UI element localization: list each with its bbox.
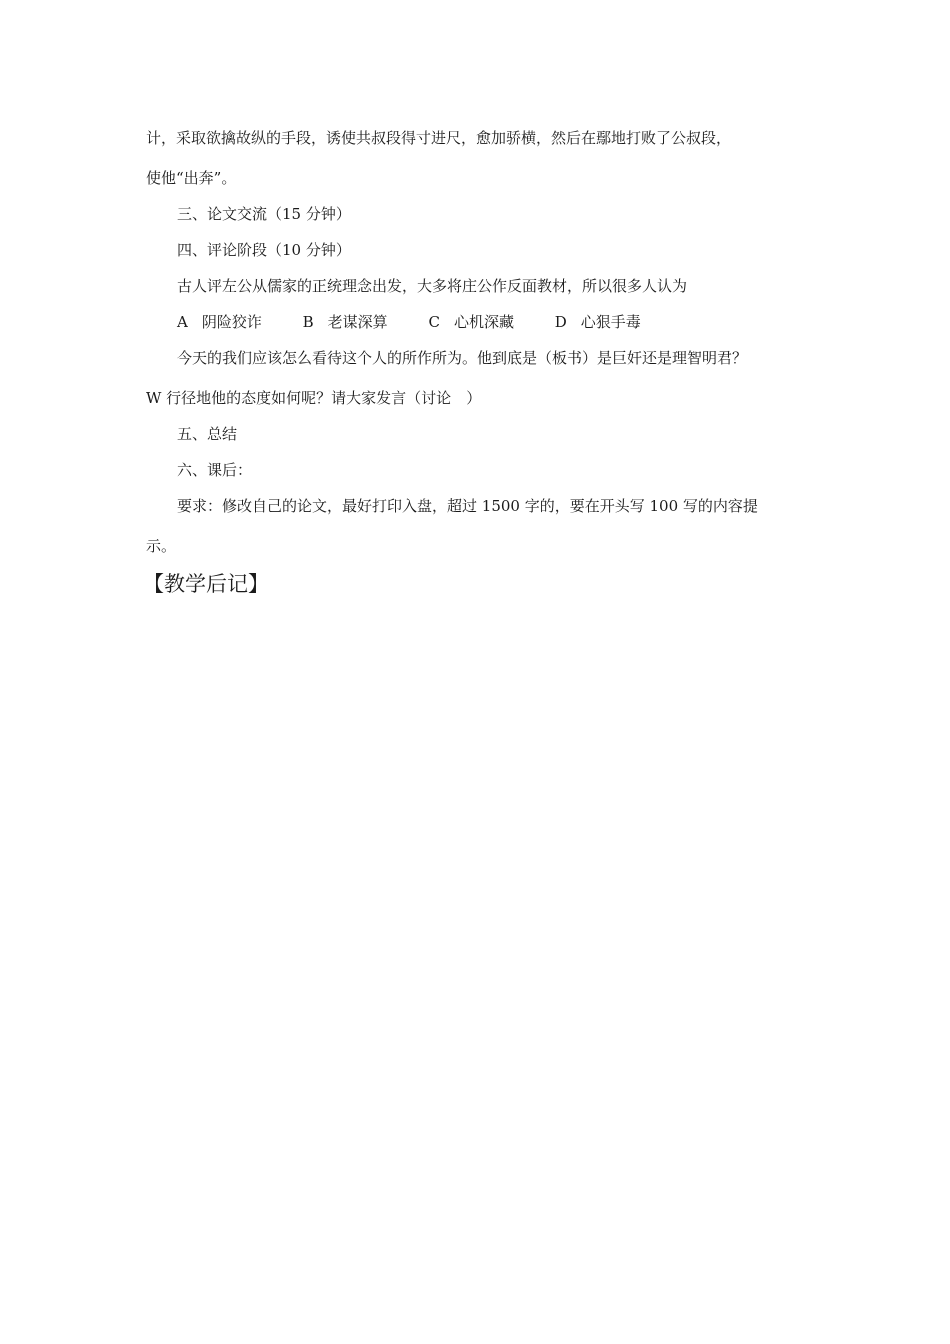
teaching-notes-heading: 【教学后记】 bbox=[143, 572, 269, 596]
paragraph-line: 今天的我们应该怎么看待这个人的所作所为。他到底是（板书）是巨奸还是理智明君？ bbox=[177, 349, 748, 367]
option-d bbox=[555, 312, 641, 332]
option-letter: A bbox=[177, 313, 188, 331]
section-heading-after-class: 六、课后： bbox=[177, 461, 253, 479]
section-heading-commentary: 四、评论阶段（10 分钟） bbox=[177, 241, 351, 259]
option-letter: B bbox=[302, 313, 314, 331]
paragraph-line: W 行径地他的态度如何呢？请大家发言（讨论 ） bbox=[146, 389, 482, 407]
option-letter: D bbox=[554, 313, 567, 331]
option-a bbox=[177, 312, 262, 332]
paragraph-line: 使他“出奔”。 bbox=[146, 169, 237, 187]
section-heading-summary: 五、总结 bbox=[177, 425, 238, 443]
option-text: 老谋深算 bbox=[327, 313, 388, 331]
option-text: 心狠手毒 bbox=[580, 313, 641, 331]
answer-options bbox=[177, 312, 641, 332]
option-c bbox=[428, 312, 514, 332]
paragraph-line: 计，采取欲擒故纵的手段，诱使共叔段得寸进尺，愈加骄横，然后在鄢地打败了公叔段， bbox=[146, 129, 732, 147]
option-b bbox=[303, 312, 388, 332]
option-text: 阴险狡诈 bbox=[201, 313, 262, 331]
option-text: 心机深藏 bbox=[453, 313, 514, 331]
paragraph-line: 示。 bbox=[146, 537, 177, 555]
paragraph-line: 古人评左公从儒家的正统理念出发，大多将庄公作反面教材，所以很多人认为 bbox=[177, 277, 688, 295]
paragraph-line: 要求：修改自己的论文，最好打印入盘，超过 1500 字的，要在开头写 100 写的内容提 bbox=[177, 497, 758, 515]
option-letter: C bbox=[428, 313, 440, 331]
section-heading-paper-exchange: 三、论文交流（15 分钟） bbox=[177, 205, 351, 223]
